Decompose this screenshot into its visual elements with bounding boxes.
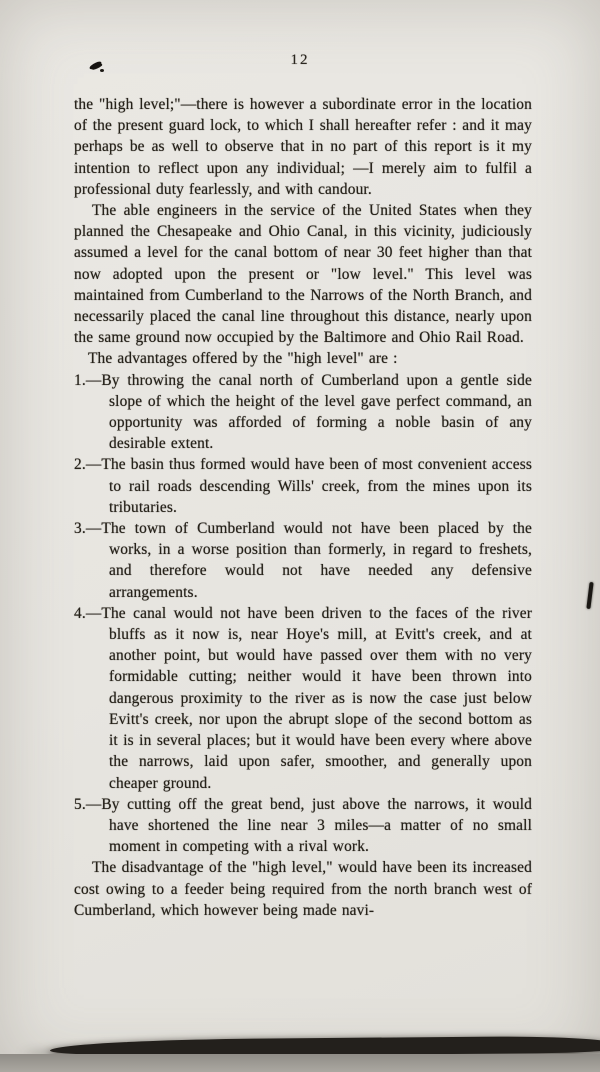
list-text: The canal would not have been driven to the faces of the river bluffs as it now is, near Hoye's mill, at Evitt's creek, and at another point, but would have passed over them with no very formidable cutting; neither would it have been thrown into dangerous proximity to the river as is now the case just below Evitt's creek, nor upon the abrupt slope of the second bottom as it is in several places; but it would have been every where above the narrows, laid upon safer, smoother, and generally upon cheaper ground. xyxy=(101,604,532,792)
scan-bottom-edge xyxy=(0,1054,600,1072)
list-marker: 1.— xyxy=(74,371,102,389)
ink-speck xyxy=(100,69,104,72)
advantages-heading: The advantages offered by the "high level" are : xyxy=(88,350,398,368)
list-text: By cutting off the great bend, just above the narrows, it would have shortened the line near 3 miles—a matter of no small moment in competing with a rival work. xyxy=(101,795,532,856)
advantage-item-5 xyxy=(74,794,532,858)
list-text: By throwing the canal north of Cumberland upon a gentle side slope of which the height of the level gave perfect command, an opportunity was afforded of forming a noble basin of any desirable extent. xyxy=(101,371,532,453)
list-text: The town of Cumberland would not have been placed by the works, in a worse position than formerly, in regard to freshets, and therefore would not have needed any defensive arrangements. xyxy=(101,520,532,601)
list-marker: 4.— xyxy=(74,604,102,622)
list-marker: 3.— xyxy=(74,520,102,538)
intro-paragraph: the "high level;"—there is however a subordinate error in the location of the present guard lock, to which I shall hereafter refer : and it may perhaps be as well to observe that in no part of this report is it my intention to reflect upon any individual; —I merely aim to fulfil a professional duty fearlessly, and with candour. xyxy=(74,96,532,198)
advantage-item-1 xyxy=(74,370,532,455)
advantage-item-4 xyxy=(74,603,532,794)
advantage-item-2 xyxy=(74,454,532,518)
advantages-list xyxy=(74,370,532,858)
margin-ink-mark xyxy=(586,582,593,609)
list-text: The basin thus formed would have been of most convenient access to rail roads descending Wills' creek, from the mines upon its tributaries. xyxy=(101,456,532,516)
closing-paragraph: The disadvantage of the "high level," would have been its increased cost owing to a feeder being required from the north branch west of Cumberland, which however being made navi- xyxy=(74,859,532,919)
list-marker: 2.— xyxy=(74,456,102,474)
advantage-item-3 xyxy=(74,518,532,603)
text-block xyxy=(74,94,532,921)
body-paragraph: The able engineers in the service of the United States when they planned the Chesapeake and Ohio Canal, in this vicinity, judiciously assumed a level for the canal bottom of near 30 feet higher than that now adopted upon the present or "low level." This level was maintained from Cumberland to the Narrows of the North Branch, and necessarily placed the canal line throughout this distance, nearly upon the same ground now occupied by the Baltimore and Ohio Rail Road. xyxy=(74,202,532,347)
page-number: 12 xyxy=(290,52,310,68)
list-marker: 5.— xyxy=(74,795,102,813)
